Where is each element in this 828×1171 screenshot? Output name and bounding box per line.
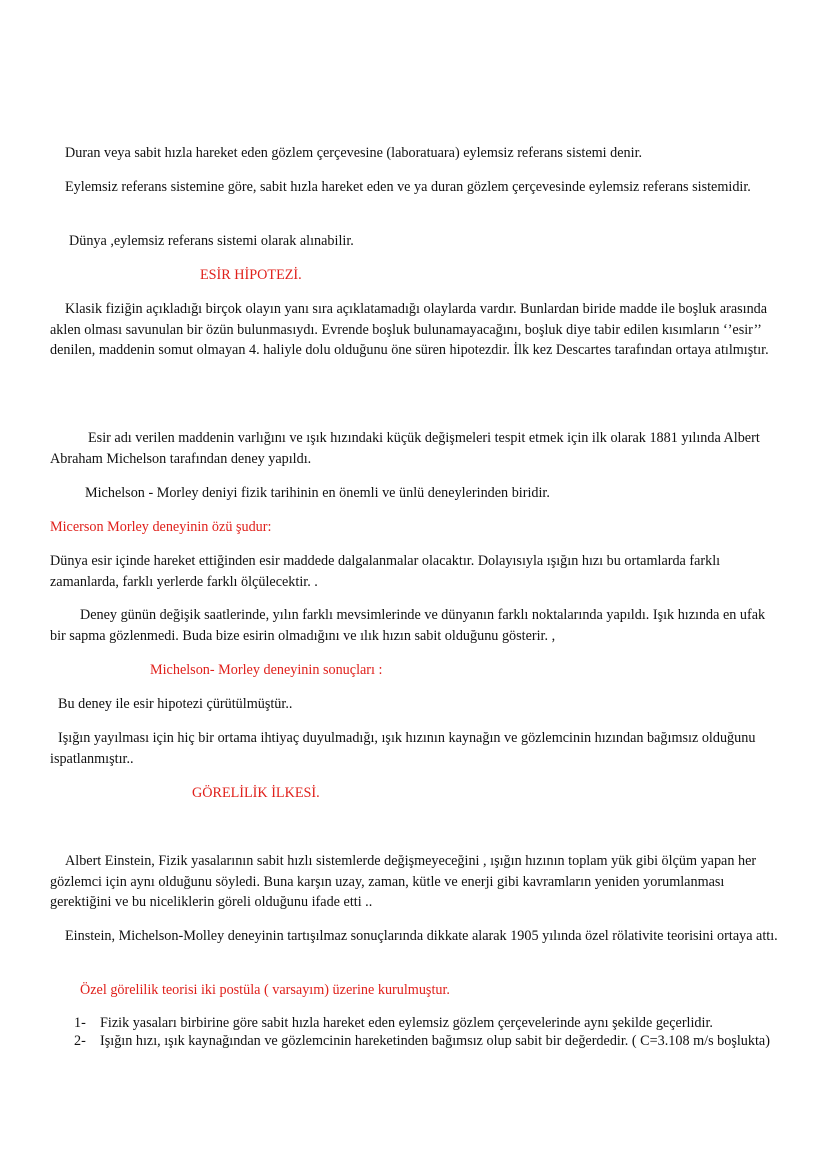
paragraph-ether-waves: Dünya esir içinde hareket ettiğinden esir maddede dalgalanmalar olacaktır. Dolayısıyla ışığın hızı bu ortamlarda farklı zamanlarda, farklı yerlerde farklı ölçülecektir. . — [50, 553, 721, 590]
heading-experiment-essence: Micerson Morley deneyinin özü şudur: — [50, 519, 272, 535]
list-item-text: Fizik yasaları birbirine göre sabit hızla hareket eden eylemsiz gözlem çerçevelerinde aynı şekilde geçerlidir. — [100, 1015, 713, 1031]
paragraph-einstein-claims: Albert Einstein, Fizik yasalarının sabit hızlı sistemlerde değişmeyeceğini , ışığın hızının toplam yük gibi ölçüm yapan her gözlemci için aynı olduğunu söyledi. Buna karşın uzay, zaman, kütle ve enerji gibi kavramların yeniden yorumlanması gerektiğini ve bu niceliklerin göreli olduğunu ifade etti .. — [50, 853, 757, 910]
paragraph-experiment-result: Deney günün değişik saatlerinde, yılın farklı mevsimlerinde ve dünyanın farklı noktalarında yapıldı. Işık hızında en ufak bir sapma gözlenmedi. Buda bize esirin olmadığını ve ılık hızın sabit olduğunu gösterir. , — [50, 607, 766, 644]
paragraph-ether-hypothesis: Klasik fiziğin açıkladığı birçok olayın yanı sıra açıklatamadığı olaylarda vardır. Bunlardan biride madde ile boşluk arasında aklen olması savunulan bir özün bulunmasıydı. Evrende boşluk bulunamayacağını, boşluk diye tabir edilen kısımların ‘’esir’’ denilen, maddenin somut olmayan 4. haliyle dolu olduğunu öne süren hipotezdir. İlk kez Descartes tarafından ortaya atılmıştır. — [50, 301, 769, 358]
heading-experiment-conclusions: Michelson- Morley deneyinin sonuçları : — [150, 662, 383, 678]
paragraph-inertial-definition: Duran veya sabit hızla hareket eden gözlem çerçevesine (laboratuara) eylemsiz referans sistemi denir. — [65, 145, 643, 161]
postulate-list — [50, 1014, 780, 1050]
paragraph-michelson-1881: Esir adı verilen maddenin varlığını ve ışık hızındaki küçük değişmeleri tespit etmek için ilk olarak 1881 yılında Albert Abraham Michelson tarafından deney yapıldı. — [50, 430, 760, 467]
list-item-number: 1- — [74, 1015, 86, 1031]
heading-two-postulates: Özel görelilik teorisi iki postüla ( varsayım) üzerine kurulmuştur. — [80, 982, 450, 998]
list-item — [50, 1014, 780, 1032]
paragraph-inertial-frame: Eylemsiz referans sistemine göre, sabit hızla hareket eden ve ya duran gözlem çerçevesinde eylemsiz referans sistemidir. — [65, 179, 751, 195]
list-item — [50, 1032, 780, 1050]
paragraph-michelson-morley-importance: Michelson - Morley deniyi fizik tarihinin en önemli ve ünlü deneylerinden biridir. — [85, 485, 550, 501]
heading-relativity-principle: GÖRELİLİK İLKESİ. — [192, 785, 320, 801]
list-item-number: 2- — [74, 1033, 86, 1049]
list-item-text: Işığın hızı, ışık kaynağından ve gözlemcinin hareketinden bağımsız olup sabit bir değerdedir. ( C=3.108 m/s boşlukta) — [100, 1033, 770, 1049]
paragraph-light-speed-independent: Işığın yayılması için hiç bir ortama ihtiyaç duyulmadığı, ışık hızının kaynağın ve gözlemcinin hızından bağımsız olduğunu ispatlanmıştır.. — [50, 730, 756, 767]
heading-ether-hypothesis: ESİR HİPOTEZİ. — [200, 267, 302, 283]
paragraph-hypothesis-refuted: Bu deney ile esir hipotezi çürütülmüştür.. — [58, 696, 293, 712]
paragraph-special-relativity-1905: Einstein, Michelson-Molley deneyinin tartışılmaz sonuçlarında dikkate alarak 1905 yılında özel rölativite teorisini ortaya attı. — [65, 928, 778, 944]
paragraph-earth-frame: Dünya ,eylemsiz referans sistemi olarak alınabilir. — [69, 233, 354, 249]
